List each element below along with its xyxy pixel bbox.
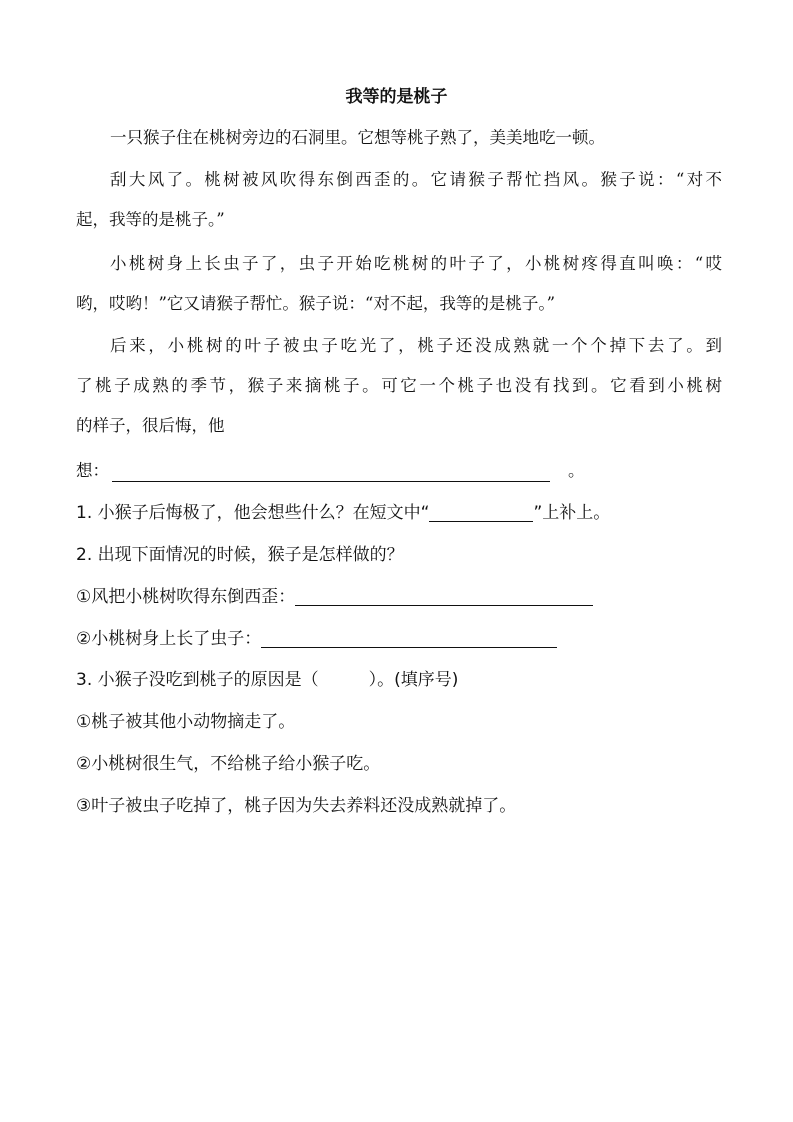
option-text: ②小桃树很生气，不给桃子给小猴子吃。 bbox=[76, 754, 381, 774]
paragraph-line: 小桃树身上长虫子了，虫子开始吃桃树的叶子了，小桃树疼得直叫唤：“哎 bbox=[110, 254, 722, 273]
question-3-option-2 bbox=[76, 752, 380, 776]
paragraph-line: 哟，哎哟！”它又请猴子帮忙。猴子说：“对不起，我等的是桃子。” bbox=[76, 294, 556, 313]
question-1 bbox=[76, 501, 610, 525]
blank-period: 。 bbox=[568, 461, 585, 480]
paragraph-line: 后来，小桃树的叶子被虫子吃光了，桃子还没成熟就一个个掉下去了。到 bbox=[110, 336, 722, 355]
paragraph-3 bbox=[76, 244, 722, 324]
question-1-answer-blank[interactable] bbox=[429, 503, 533, 522]
thought-blank-row bbox=[76, 456, 722, 486]
paragraph-line: 刮大风了。桃树被风吹得东倒西歪的。它请猴子帮忙挡风。猴子说：“对不 bbox=[110, 170, 722, 189]
paragraph-line: 的样子，很后悔，他 bbox=[76, 416, 225, 435]
question-2-item-b-answer-line[interactable] bbox=[261, 629, 557, 648]
option-text: ①桃子被其他小动物摘走了。 bbox=[76, 712, 296, 732]
paragraph-line: 起，我等的是桃子。” bbox=[76, 210, 225, 229]
question-2-text: 2. 出现下面情况的时候，猴子是怎样做的？ bbox=[76, 545, 404, 565]
paragraph-2 bbox=[76, 160, 722, 240]
paragraph-4 bbox=[76, 326, 722, 446]
paragraph-line: 了桃子成熟的季节，猴子来摘桃子。可它一个桃子也没有找到。它看到小桃树 bbox=[76, 376, 722, 395]
question-2-item-b-text: ②小桃树身上长了虫子： bbox=[76, 629, 262, 649]
blank-label: 想： bbox=[76, 461, 109, 480]
question-2-item-a-text: ①风把小桃树吹得东倒西歪： bbox=[76, 587, 296, 607]
question-2-item-b bbox=[76, 627, 557, 651]
question-1-text-end: ”上补上。 bbox=[533, 503, 611, 523]
paragraph-line: 一只猴子住在桃树旁边的石洞里。它想等桃子熟了，美美地吃一顿。 bbox=[110, 128, 605, 147]
question-3-text-start: 3. 小猴子没吃到桃子的原因是（ bbox=[76, 670, 319, 690]
passage-title: 我等的是桃子 bbox=[345, 87, 448, 107]
paragraph-1 bbox=[76, 118, 722, 158]
option-text: ③叶子被虫子吃掉了，桃子因为失去养料还没成熟就掉了。 bbox=[76, 796, 517, 816]
question-3-option-3 bbox=[76, 794, 516, 818]
question-3-text-end: ）。(填序号) bbox=[368, 670, 459, 690]
question-2-item-a-answer-line[interactable] bbox=[295, 587, 593, 606]
thought-answer-line[interactable] bbox=[112, 480, 550, 482]
question-1-text-start: 1. 小猴子后悔极了，他会想些什么？在短文中“ bbox=[76, 503, 430, 523]
question-2-item-a bbox=[76, 585, 593, 609]
question-2 bbox=[76, 543, 404, 567]
question-3 bbox=[76, 668, 458, 692]
question-3-option-1 bbox=[76, 710, 295, 734]
